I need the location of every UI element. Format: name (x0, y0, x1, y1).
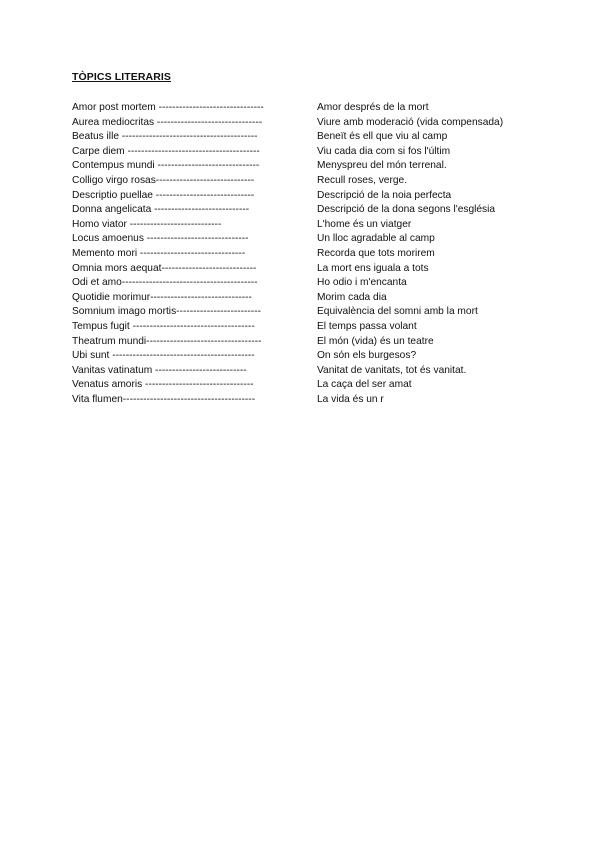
list-item (72, 203, 542, 218)
latin-topic: Quotidie morimur------------------------------ (72, 291, 252, 303)
topic-meaning: Viu cada dia com si fos l'últim (317, 145, 451, 157)
list-item (72, 232, 542, 247)
latin-topic: Carpe diem --------------------------------------- (72, 145, 260, 157)
latin-topic: Amor post mortem ------------------------------- (72, 102, 264, 113)
latin-topic: Somnium imago mortis------------------------- (72, 306, 261, 318)
latin-topic: Locus amoenus ------------------------------ (72, 233, 249, 245)
list-item (72, 291, 542, 306)
latin-topic: Ubi sunt ------------------------------------------ (72, 350, 255, 362)
list-item (72, 364, 542, 379)
list-item (72, 262, 542, 277)
latin-topic: Memento mori ------------------------------- (72, 247, 246, 259)
latin-topic: Contempus mundi ------------------------------ (72, 160, 260, 172)
list-item (72, 349, 542, 364)
latin-topic: Aurea mediocritas ------------------------------- (72, 116, 263, 128)
latin-topic: Odi et amo---------------------------------------- (72, 277, 258, 289)
list-item (72, 393, 542, 408)
latin-topic: Vita flumen--------------------------------------- (72, 393, 256, 405)
topic-meaning: El temps passa volant (317, 320, 417, 332)
latin-topic: Vanitas vatinatum --------------------------- (72, 364, 247, 376)
topic-meaning: Recull roses, verge. (317, 174, 408, 186)
topic-meaning: Un lloc agradable al camp (317, 233, 435, 245)
topic-meaning: Amor després de la mort (317, 102, 429, 113)
list-item (72, 335, 542, 350)
list-item (72, 305, 542, 320)
list-item (72, 174, 542, 189)
latin-topic: Colligo virgo rosas----------------------------- (72, 174, 255, 186)
topic-meaning: L'home és un viatger (317, 218, 412, 230)
topic-meaning: La mort ens iguala a tots (317, 262, 429, 274)
list-item (72, 116, 542, 131)
topic-meaning: Beneït és ell que viu al camp (317, 131, 448, 143)
latin-topic: Homo viator --------------------------- (72, 218, 222, 230)
list-item (72, 189, 542, 204)
topic-meaning: El món (vida) és un teatre (317, 335, 434, 347)
latin-topic: Descriptio puellae ----------------------------- (72, 189, 255, 201)
topic-meaning: Vanitat de vanitats, tot és vanitat. (317, 364, 467, 376)
topic-meaning: Descripció de la dona segons l'església (317, 204, 496, 216)
topic-meaning: Viure amb moderació (vida compensada) (317, 116, 504, 128)
topic-meaning: Equivalència del somni amb la mort (317, 306, 478, 318)
topic-meaning: La caça del ser amat (317, 379, 412, 391)
latin-topic: Theatrum mundi---------------------------------- (72, 335, 262, 347)
latin-topic: Venatus amoris -------------------------------- (72, 379, 254, 391)
topic-meaning: La vida és un r (317, 393, 384, 405)
latin-topic: Beatus ille ---------------------------------------- (72, 131, 258, 143)
latin-topic: Tempus fugit ------------------------------------ (72, 320, 255, 332)
topic-meaning: Menyspreu del món terrenal. (317, 160, 447, 172)
list-item (72, 276, 542, 291)
topic-meaning: On són els burgesos? (317, 350, 417, 362)
list-item (72, 145, 542, 160)
literary-topics-list (72, 101, 542, 407)
topic-meaning: Ho odio i m'encanta (317, 277, 407, 289)
topic-meaning: Morim cada dia (317, 291, 387, 303)
list-item (72, 159, 542, 174)
topic-meaning: Recorda que tots morirem (317, 247, 435, 259)
list-item (72, 247, 542, 262)
topic-meaning: Descripció de la noia perfecta (317, 189, 452, 201)
latin-topic: Donna angelicata ---------------------------- (72, 204, 250, 216)
latin-topic: Omnia mors aequat---------------------------- (72, 262, 257, 274)
document-title: TÒPICS LITERARIS (72, 71, 172, 83)
list-item (72, 378, 542, 393)
list-item (72, 218, 542, 233)
list-item (72, 130, 542, 145)
list-item (72, 320, 542, 335)
list-item (72, 101, 542, 116)
